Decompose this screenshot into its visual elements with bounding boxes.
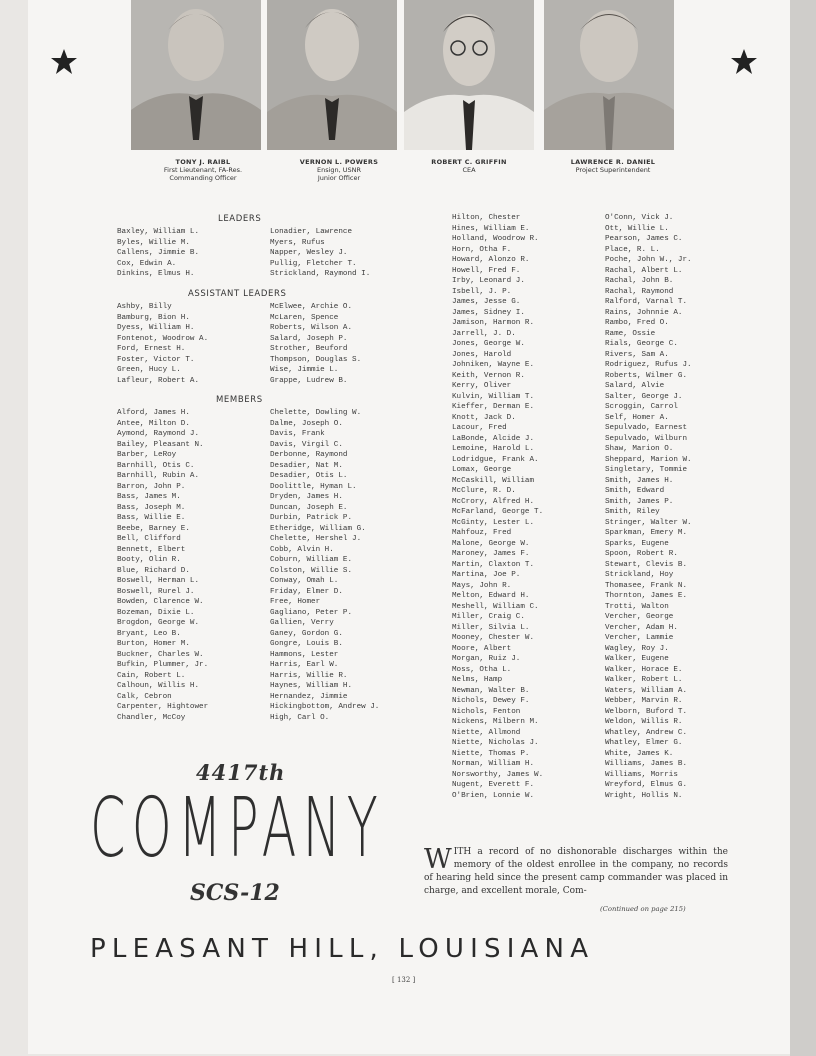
roster-name: Cain, Robert L. (117, 671, 186, 680)
roster-name: Desadier, Otis L. (270, 472, 348, 480)
roster-name: Nugent, Everett F. (452, 781, 535, 789)
roster-name: Harris, Earl W. (270, 661, 339, 669)
roster-name: Dyess, William H. (117, 324, 195, 332)
roster-name: Williams, Morris (605, 770, 678, 779)
roster-name: Malone, George W. (452, 539, 530, 548)
roster-name: Miller, Craig C. (452, 613, 525, 621)
roster-name: Colston, Willie S. (270, 566, 353, 575)
roster-name: Meshell, William C. (452, 602, 539, 611)
portrait-photo-griffin (404, 0, 534, 150)
roster-name: Grappe, Ludrew B. (270, 376, 348, 385)
roster-name: Miller, Silvia L. (452, 623, 530, 632)
roster-name: Brogdon, George W. (117, 619, 200, 627)
roster-name: Bozeman, Dixie L. (117, 608, 195, 617)
roster-name: Mays, John R. (452, 581, 512, 590)
roster-name: O'Brien, Lonnie W. (452, 791, 535, 800)
officer-name: TONY J. RAIBL (175, 158, 231, 166)
roster-name: Strickland, Hoy (605, 571, 674, 579)
roster-name: Burton, Homer M. (117, 640, 190, 648)
roster-name: Myers, Rufus (270, 238, 325, 247)
roster-name: Calk, Cebron (117, 692, 172, 701)
assistant-leaders-heading: ASSISTANT LEADERS (188, 289, 287, 299)
roster-name: Desadier, Nat M. (270, 461, 343, 470)
roster-name: Stewart, Clevis B. (605, 560, 688, 569)
officer-name: VERNON L. POWERS (299, 158, 379, 166)
roster-name: Dryden, James H. (270, 493, 343, 501)
roster-name: Sepulvado, Earnest (605, 424, 688, 432)
roster-name: Free, Homer (270, 598, 321, 606)
roster-name: Harris, Willie R. (270, 671, 348, 680)
roster-name: Holland, Woodrow R. (452, 235, 539, 243)
company-number: 4417th (196, 760, 286, 785)
roster-name: Buckner, Charles W. (117, 650, 204, 659)
roster-name: Smith, James P. (605, 497, 674, 506)
roster-name: Byles, Willie M. (117, 238, 190, 247)
roster-name: Martina, Joe P. (452, 571, 521, 579)
roster-name: Walker, Robert L. (605, 676, 683, 684)
roster-name: Smith, James H. (605, 476, 674, 485)
roster-name: High, Carl O. (270, 713, 330, 722)
roster-name: Barnhill, Otis C. (117, 461, 195, 470)
members-column-3 (452, 213, 543, 801)
roster-name: McLaren, Spence (270, 313, 339, 322)
roster-name: Etheridge, William G. (270, 524, 366, 533)
roster-name: O'Conn, Vick J. (605, 214, 674, 222)
roster-name: Conway, Omah L. (270, 577, 339, 585)
roster-name: Davis, Frank (270, 430, 325, 438)
roster-name: James, Sidney I. (452, 308, 525, 317)
roster-name: Lodridgue, Frank A. (452, 455, 539, 464)
roster-name: Bass, Willie E. (117, 514, 186, 522)
roster-name: Johniken, Wayne E. (452, 361, 535, 369)
roster-name: Foster, Victor T. (117, 355, 195, 364)
roster-name: Poche, John W., Jr. (605, 256, 692, 264)
roster-name: Hines, William E. (452, 224, 530, 233)
roster-name: Beebe, Barney E. (117, 524, 190, 533)
roster-name: Stringer, Walter W. (605, 518, 692, 527)
roster-name: Nelms, Hamp (452, 676, 503, 684)
roster-name: Fontenot, Woodrow A. (117, 334, 209, 343)
roster-name: Thomasee, Frank N. (605, 581, 688, 590)
roster-name: Newman, Walter B. (452, 686, 530, 695)
roster-name: Bass, Joseph M. (117, 503, 186, 512)
roster-name: Whatley, Elmer G. (605, 739, 683, 747)
roster-name: Wise, Jimmie L. (270, 366, 339, 374)
roster-name: Vercher, Adam H. (605, 623, 678, 632)
roster-name: Rodriguez, Rufus J. (605, 361, 692, 369)
story-lead: ITH (453, 847, 472, 857)
roster-name: Kerry, Oliver (452, 382, 512, 390)
roster-name: Vercher, Lammie (605, 634, 674, 642)
roster-name: Vercher, George (605, 613, 674, 621)
roster-name: Barber, LeRoy (117, 451, 177, 459)
leaders-column-1 (117, 227, 199, 280)
roster-name: Davis, Virgil C. (270, 440, 343, 449)
roster-name: Ford, Ernest H. (117, 345, 186, 353)
roster-name: Welborn, Buford T. (605, 707, 688, 716)
roster-name: McFarland, George T. (452, 508, 544, 516)
roster-name: Salard, Joseph P. (270, 334, 348, 343)
roster-name: Ganey, Gordon G. (270, 629, 343, 638)
roster-name: Roberts, Wilmer G. (605, 371, 688, 380)
roster-name: Kieffer, Derman E. (452, 403, 535, 411)
roster-name: Gallien, Verry (270, 619, 334, 627)
roster-name: Salard, Alvie (605, 382, 665, 390)
roster-name: Friday, Elmer D. (270, 587, 343, 596)
roster-name: McGinty, Lester L. (452, 518, 535, 527)
caption-daniel (538, 158, 688, 174)
roster-name: Pearson, James C. (605, 235, 683, 243)
roster-name: Chelette, Hershel J. (270, 535, 362, 543)
roster-name: Chelette, Dowling W. (270, 409, 362, 417)
roster-name: Spoon, Robert R. (605, 550, 678, 558)
page-edge-shadow (790, 0, 816, 1056)
roster-name: Martin, Claxton T. (452, 560, 535, 569)
roster-name: Williams, James B. (605, 760, 688, 768)
roster-name: Rame, Ossie (605, 329, 656, 338)
roster-name: Knott, Jack D. (452, 413, 516, 422)
roster-name: Webber, Marvin R. (605, 697, 683, 705)
roster-name: Jarrell, J. D. (452, 329, 516, 338)
officer-name: ROBERT C. GRIFFIN (431, 158, 507, 166)
roster-name: Jamison, Harmon R. (452, 319, 535, 327)
caption-griffin (394, 158, 544, 174)
assistant-leaders-column-1 (117, 302, 208, 386)
story-text: a record of no dishonorable discharges within the memory of the oldest enrollee in the company, no records of hearing held since the present camp commander was placed in charge, and excellent morale, Com- (424, 847, 728, 896)
roster-name: Howell, Fred F. (452, 266, 521, 275)
roster-name: Howard, Alonzo R. (452, 256, 530, 264)
officer-title: Junior Officer (317, 174, 361, 182)
roster-name: Jones, Harold (452, 350, 512, 359)
roster-name: Sparkman, Emery M. (605, 529, 688, 537)
roster-name: Rains, Johnnie A. (605, 308, 683, 317)
roster-name: Boswell, Herman L. (117, 577, 200, 585)
roster-name: Bamburg, Bion H. (117, 313, 190, 322)
roster-name: Duncan, Joseph E. (270, 503, 348, 512)
roster-name: Cox, Edwin A. (117, 259, 177, 268)
roster-name: Gagliano, Peter P. (270, 608, 353, 617)
roster-name: Dinkins, Elmus H. (117, 270, 195, 278)
members-column-4 (605, 213, 692, 801)
roster-name: Cobb, Alvin H. (270, 545, 334, 554)
roster-name: Niette, Nicholas J. (452, 739, 539, 747)
roster-name: Wreyford, Elmus G. (605, 781, 688, 789)
roster-name: Rachal, John B. (605, 277, 674, 285)
roster-name: Baxley, William L. (117, 228, 200, 236)
roster-name: Booty, Olin R. (117, 556, 181, 564)
location-heading: PLEASANT HILL, LOUISIANA (90, 934, 595, 964)
roster-name: Calhoun, Willis H. (117, 682, 200, 690)
star-icon-left (50, 48, 78, 76)
roster-name: Mahfouz, Fred (452, 529, 512, 537)
officer-title: Commanding Officer (169, 174, 237, 182)
roster-name: Norsworthy, James W. (452, 770, 544, 779)
roster-name: Strother, Beuford (270, 345, 348, 353)
continued-note: (Continued on page 215) (600, 905, 686, 913)
portrait-photo-powers (267, 0, 397, 150)
roster-name: Trotti, Walton (605, 602, 669, 611)
officer-rank: Ensign, USNR (316, 166, 362, 174)
roster-name: Thompson, Douglas S. (270, 355, 362, 364)
roster-name: Barron, John P. (117, 482, 186, 491)
roster-name: Chandler, McCoy (117, 713, 186, 722)
roster-name: Morgan, Ruiz J. (452, 655, 521, 663)
roster-name: McCrory, Alfred H. (452, 497, 535, 506)
caption-powers (264, 158, 414, 182)
roster-name: Walker, Eugene (605, 655, 669, 663)
roster-name: Blue, Richard D. (117, 566, 190, 575)
roster-name: Walker, Horace E. (605, 665, 683, 674)
roster-name: Moore, Albert (452, 644, 512, 653)
roster-name: Lacour, Fred (452, 424, 507, 432)
roster-name: Lonadier, Lawrence (270, 228, 353, 236)
roster-name: Lomax, George (452, 466, 512, 474)
officer-name: LAWRENCE R. DANIEL (570, 158, 656, 166)
roster-name: Pullig, Fletcher T. (270, 259, 357, 268)
roster-name: Salter, George J. (605, 392, 683, 401)
roster-name: McClure, R. D. (452, 487, 516, 495)
roster-name: Bufkin, Plummer, Jr. (117, 661, 209, 669)
roster-name: Mooney, Chester W. (452, 634, 535, 642)
roster-name: Ralford, Varnal T. (605, 298, 688, 306)
roster-name: Maroney, James F. (452, 550, 530, 558)
roster-name: Thornton, James E. (605, 592, 688, 600)
roster-name: Dalme, Joseph O. (270, 419, 343, 428)
roster-name: Niette, Allmond (452, 728, 521, 737)
roster-name: Place, R. L. (605, 245, 660, 254)
roster-name: Barnhill, Rubin A. (117, 472, 200, 480)
roster-name: Singletary, Tommie (605, 466, 688, 474)
roster-name: Kulvin, William T. (452, 392, 535, 401)
roster-name: Doolittle, Hyman L. (270, 482, 357, 491)
members-column-2 (270, 408, 379, 723)
roster-name: Rivers, Sam A. (605, 350, 669, 359)
officer-rank: First Lieutenant, FA-Res. (163, 166, 243, 174)
star-icon-right (730, 48, 758, 76)
roster-name: Ott, Willie L. (605, 224, 669, 233)
officer-rank: Project Superintendent (575, 166, 651, 174)
roster-name: Horn, Otha F. (452, 245, 512, 254)
roster-name: Lafleur, Robert A. (117, 376, 200, 385)
roster-name: Rachal, Albert L. (605, 266, 683, 275)
roster-name: Rachal, Raymond (605, 287, 674, 296)
roster-name: Hickingbottom, Andrew J. (270, 703, 380, 711)
roster-name: Whatley, Andrew C. (605, 728, 688, 737)
roster-name: Haynes, William H. (270, 682, 353, 690)
roster-name: Nichols, Dewey F. (452, 697, 530, 705)
roster-name: Rials, George C. (605, 340, 678, 348)
roster-name: Bennett, Elbert (117, 545, 186, 554)
roster-name: Niette, Thomas P. (452, 749, 530, 758)
roster-name: Waters, William A. (605, 686, 688, 695)
roster-name: Bailey, Pleasant N. (117, 440, 204, 449)
roster-name: Sepulvado, Wilburn (605, 434, 688, 443)
roster-name: Sparks, Eugene (605, 539, 669, 548)
roster-name: Rambo, Fred O. (605, 319, 669, 327)
roster-name: Hammons, Lester (270, 650, 339, 659)
roster-name: Moss, Otha L. (452, 665, 512, 674)
roster-name: Antee, Milton D. (117, 419, 190, 428)
roster-name: McElwee, Archie O. (270, 303, 353, 311)
roster-name: Self, Homer A. (605, 413, 669, 422)
company-code: SCS-12 (190, 880, 280, 906)
members-column-1 (117, 408, 208, 723)
roster-name: Hilton, Chester (452, 214, 521, 222)
roster-name: Wright, Hollis N. (605, 791, 683, 800)
roster-name: Carpenter, Hightower (117, 703, 209, 711)
portrait-photo-daniel (544, 0, 674, 150)
company-heading: COMPANY (90, 781, 385, 876)
roster-name: White, James K. (605, 749, 674, 758)
roster-name: McCaskill, William (452, 476, 535, 485)
portrait-photo-raibl (131, 0, 261, 150)
roster-name: Aymond, Raymond J. (117, 430, 200, 438)
company-story (424, 846, 728, 898)
roster-name: Hernandez, Jimmie (270, 692, 348, 701)
roster-name: Smith, Riley (605, 508, 660, 516)
caption-raibl (128, 158, 278, 182)
roster-name: Nickens, Milbern M. (452, 718, 539, 726)
roster-name: Nichols, Fenton (452, 707, 521, 716)
roster-name: Weldon, Willis R. (605, 718, 683, 726)
roster-name: Green, Hucy L. (117, 366, 181, 374)
roster-name: Isbell, J. P. (452, 287, 512, 296)
roster-name: Bass, James M. (117, 493, 181, 501)
roster-name: Ashby, Billy (117, 303, 172, 311)
roster-name: Durbin, Patrick P. (270, 514, 353, 522)
roster-name: Napper, Wesley J. (270, 249, 348, 257)
roster-name: Bowden, Clarence W. (117, 598, 204, 606)
officer-rank: CEA (462, 166, 476, 174)
roster-name: Bryant, Leo B. (117, 629, 181, 638)
story-dropcap: W (424, 844, 452, 875)
assistant-leaders-column-2 (270, 302, 361, 386)
roster-name: James, Jesse G. (452, 298, 521, 306)
roster-name: Wagley, Roy J. (605, 644, 669, 653)
leaders-column-2 (270, 227, 370, 280)
roster-name: Smith, Edward (605, 487, 665, 495)
roster-name: Strickland, Raymond I. (270, 270, 371, 278)
roster-name: Roberts, Wilson A. (270, 324, 353, 332)
roster-name: Boswell, Rurel J. (117, 587, 195, 596)
roster-name: Derbonne, Raymond (270, 451, 348, 459)
roster-name: Alford, James H. (117, 409, 190, 417)
roster-name: Norman, William H. (452, 760, 535, 768)
page-number: [ 132 ] (392, 976, 416, 984)
roster-name: Callens, Jimmie B. (117, 249, 200, 257)
roster-name: Gongre, Louis B. (270, 640, 343, 648)
roster-name: Bell, Clifford (117, 535, 181, 543)
roster-name: Lemoine, Harold L. (452, 445, 535, 453)
roster-name: Scroggin, Carrol (605, 403, 678, 411)
roster-name: Melton, Edward H. (452, 592, 530, 600)
roster-name: Shaw, Marion O. (605, 445, 674, 453)
roster-name: Jones, George W. (452, 340, 525, 348)
roster-name: LaBonde, Alcide J. (452, 434, 535, 443)
leaders-heading: LEADERS (218, 214, 262, 224)
roster-name: Irby, Leonard J. (452, 277, 525, 285)
members-heading: MEMBERS (216, 395, 263, 405)
roster-name: Sheppard, Marion W. (605, 455, 692, 464)
roster-name: Keith, Vernon R. (452, 371, 525, 380)
roster-name: Coburn, William E. (270, 556, 353, 564)
